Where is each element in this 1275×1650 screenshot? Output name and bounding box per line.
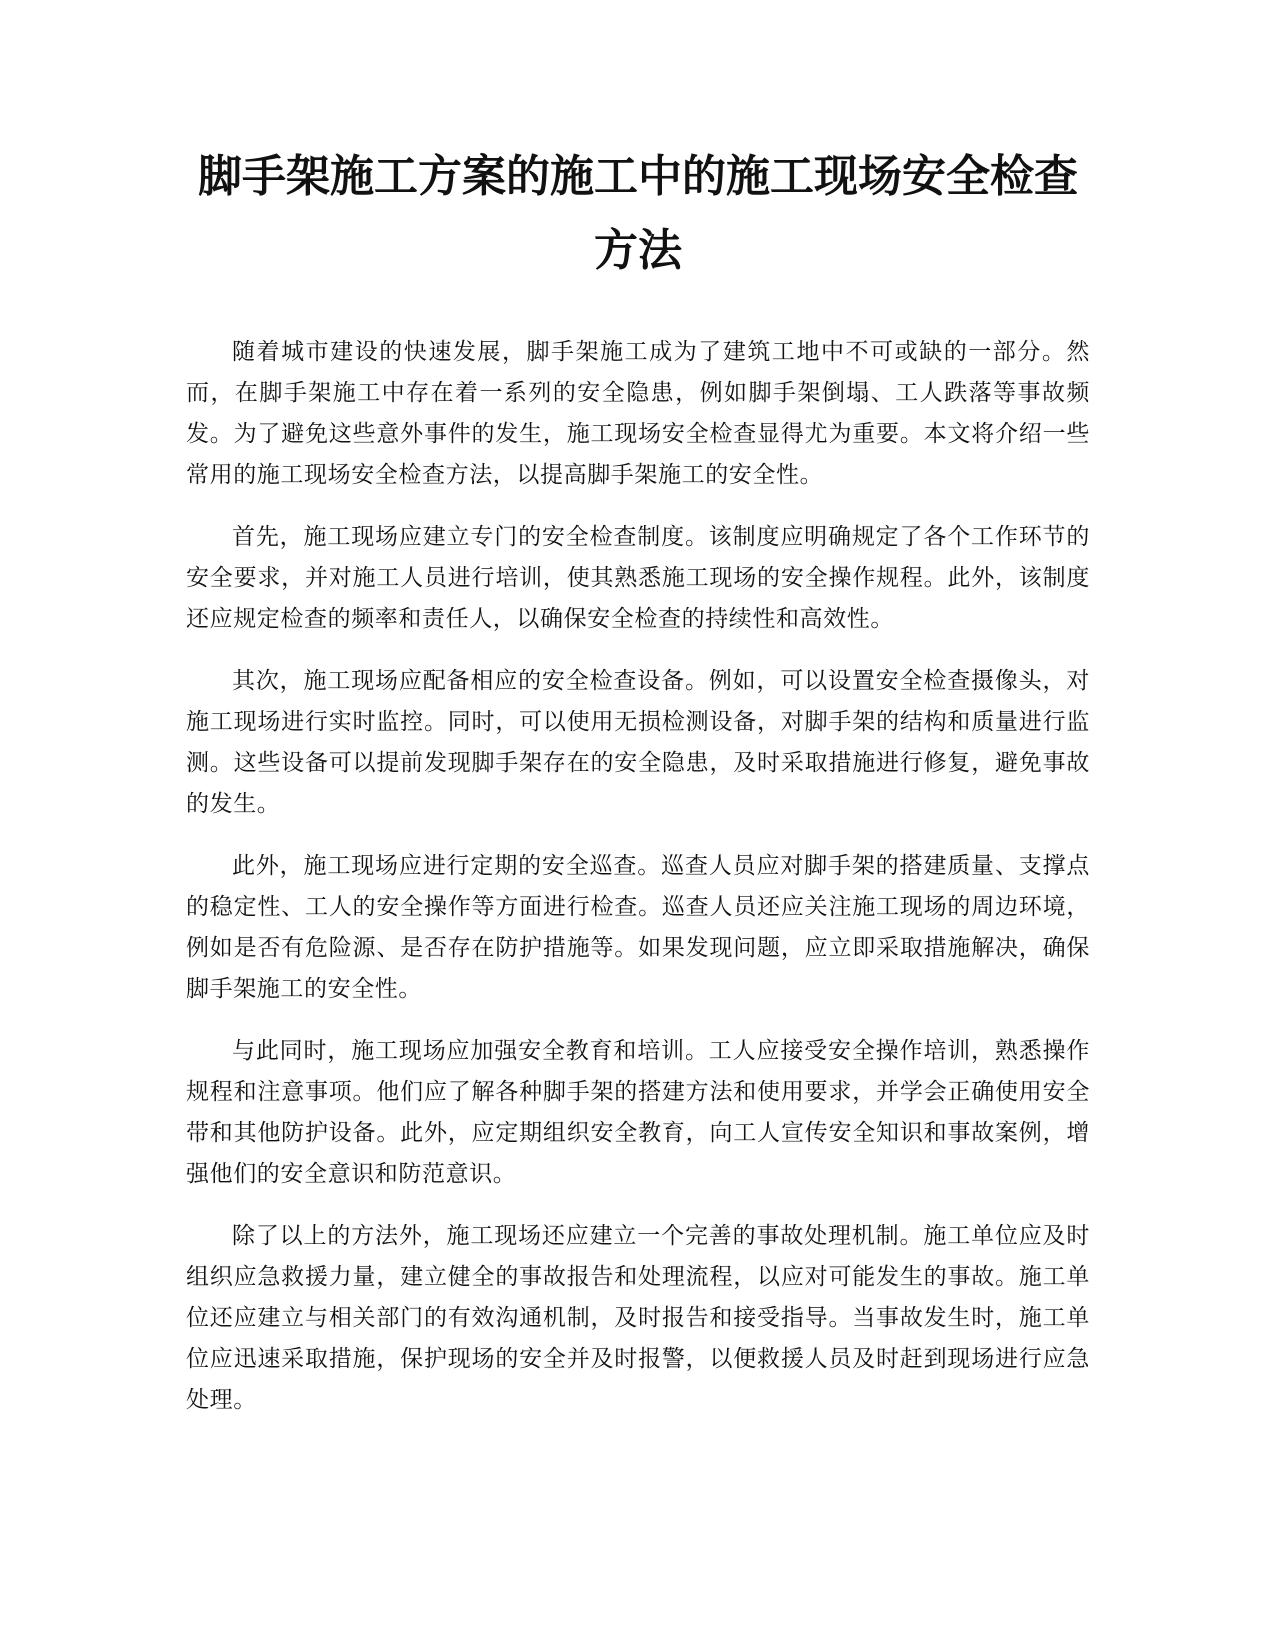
document-page <box>186 140 1090 1442</box>
paragraph-inspection-equipment: 其次，施工现场应配备相应的安全检查设备。例如，可以设置安全检查摄像头，对施工现场进行实时监控。同时，可以使用无损检测设备，对脚手架的结构和质量进行监测。这些设备可以提前发现脚手架存在的安全隐患，及时采取措施进行修复，避免事故的发生。 <box>186 668 1090 817</box>
document-title: 脚手架施工方案的施工中的施工现场安全检查方法 <box>198 151 1078 276</box>
paragraph-accident-handling: 除了以上的方法外，施工现场还应建立一个完善的事故处理机制。施工单位应及时组织应急救援力量，建立健全的事故报告和处理流程，以应对可能发生的事故。施工单位还应建立与相关部门的有效沟通机制，及时报告和接受指导。当事故发生时，施工单位应迅速采取措施，保护现场的安全并及时报警，以便救援人员及时赶到现场进行应急处理。 <box>186 1223 1090 1413</box>
paragraph-regular-patrol: 此外，施工现场应进行定期的安全巡查。巡查人员应对脚手架的搭建质量、支撑点的稳定性、工人的安全操作等方面进行检查。巡查人员还应关注施工现场的周边环境，例如是否有危险源、是否存在防护措施等。如果发现问题，应立即采取措施解决，确保脚手架施工的安全性。 <box>186 853 1090 1002</box>
paragraph-intro: 随着城市建设的快速发展，脚手架施工成为了建筑工地中不可或缺的一部分。然而，在脚手架施工中存在着一系列的安全隐患，例如脚手架倒塌、工人跌落等事故频发。为了避免这些意外事件的发生，施工现场安全检查显得尤为重要。本文将介绍一些常用的施工现场安全检查方法，以提高脚手架施工的安全性。 <box>186 339 1090 488</box>
paragraph-safety-training: 与此同时，施工现场应加强安全教育和培训。工人应接受安全操作培训，熟悉操作规程和注意事项。他们应了解各种脚手架的搭建方法和使用要求，并学会正确使用安全带和其他防护设备。此外，应定期组织安全教育，向工人宣传安全知识和事故案例，增强他们的安全意识和防范意识。 <box>186 1038 1090 1187</box>
paragraph-inspection-system: 首先，施工现场应建立专门的安全检查制度。该制度应明确规定了各个工作环节的安全要求，并对施工人员进行培训，使其熟悉施工现场的安全操作规程。此外，该制度还应规定检查的频率和责任人，以确保安全检查的持续性和高效性。 <box>186 524 1090 632</box>
